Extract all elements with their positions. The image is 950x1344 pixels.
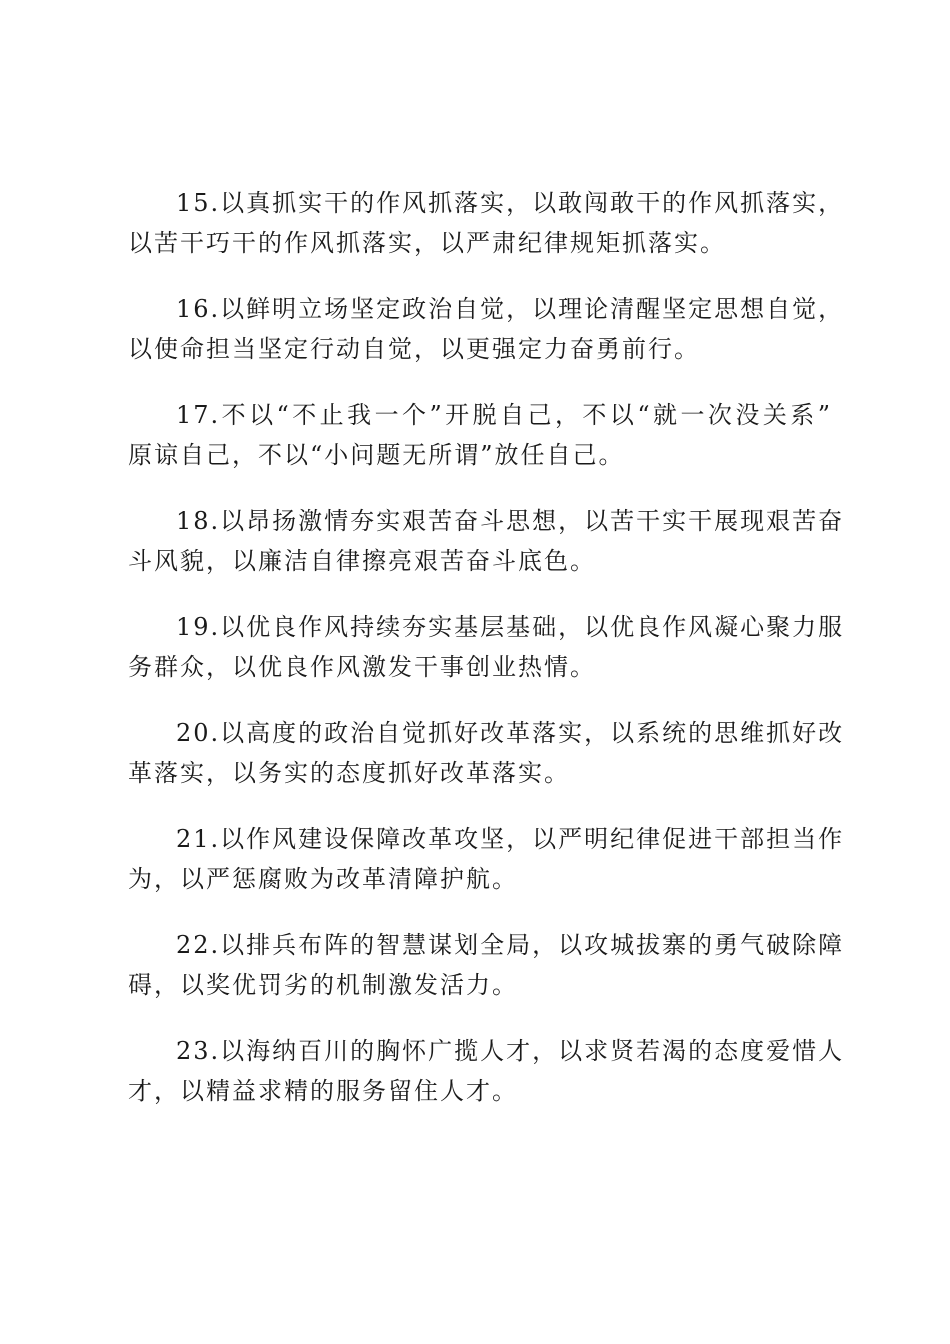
paragraph-line: 20.以高度的政治自觉抓好改革落实，以系统的思维抓好改 <box>176 719 845 747</box>
paragraph-line: 19.以优良作风持续夯实基层基础，以优良作风凝心聚力服 <box>176 613 845 641</box>
paragraph-line: 才，以精益求精的服务留住人才。 <box>128 1077 518 1105</box>
paragraph-21 <box>128 819 845 899</box>
paragraph-15 <box>128 183 845 263</box>
paragraph-line: 23.以海纳百川的胸怀广揽人才，以求贤若渴的态度爱惜人 <box>176 1037 845 1065</box>
paragraph-line: 21.以作风建设保障改革攻坚，以严明纪律促进干部担当作 <box>176 825 845 853</box>
paragraph-23 <box>128 1031 845 1111</box>
paragraph-line: 22.以排兵布阵的智慧谋划全局，以攻城拔寨的勇气破除障 <box>176 931 845 959</box>
paragraph-17 <box>128 395 832 475</box>
paragraph-16 <box>128 289 845 369</box>
paragraph-line: 原谅自己，不以“小问题无所谓”放任自己。 <box>128 441 625 469</box>
paragraph-line: 15.以真抓实干的作风抓落实，以敢闯敢干的作风抓落实， <box>176 189 845 217</box>
paragraph-line: 以使命担当坚定行动自觉，以更强定力奋勇前行。 <box>128 335 700 363</box>
paragraph-line: 16.以鲜明立场坚定政治自觉，以理论清醒坚定思想自觉， <box>176 295 845 323</box>
paragraph-line: 17.不以“不止我一个”开脱自己，不以“就一次没关系” <box>176 401 832 429</box>
paragraph-line: 斗风貌，以廉洁自律擦亮艰苦奋斗底色。 <box>128 547 596 575</box>
paragraph-line: 碍，以奖优罚劣的机制激发活力。 <box>128 971 518 999</box>
paragraph-22 <box>128 925 845 1005</box>
paragraph-19 <box>128 607 845 687</box>
paragraph-18 <box>128 501 845 581</box>
paragraph-line: 革落实，以务实的态度抓好改革落实。 <box>128 759 570 787</box>
paragraph-line: 为，以严惩腐败为改革清障护航。 <box>128 865 518 893</box>
paragraph-20 <box>128 713 845 793</box>
document-body <box>128 183 845 1137</box>
paragraph-line: 18.以昂扬激情夯实艰苦奋斗思想，以苦干实干展现艰苦奋 <box>176 507 845 535</box>
paragraph-line: 以苦干巧干的作风抓落实，以严肃纪律规矩抓落实。 <box>128 229 726 257</box>
paragraph-line: 务群众，以优良作风激发干事创业热情。 <box>128 653 596 681</box>
